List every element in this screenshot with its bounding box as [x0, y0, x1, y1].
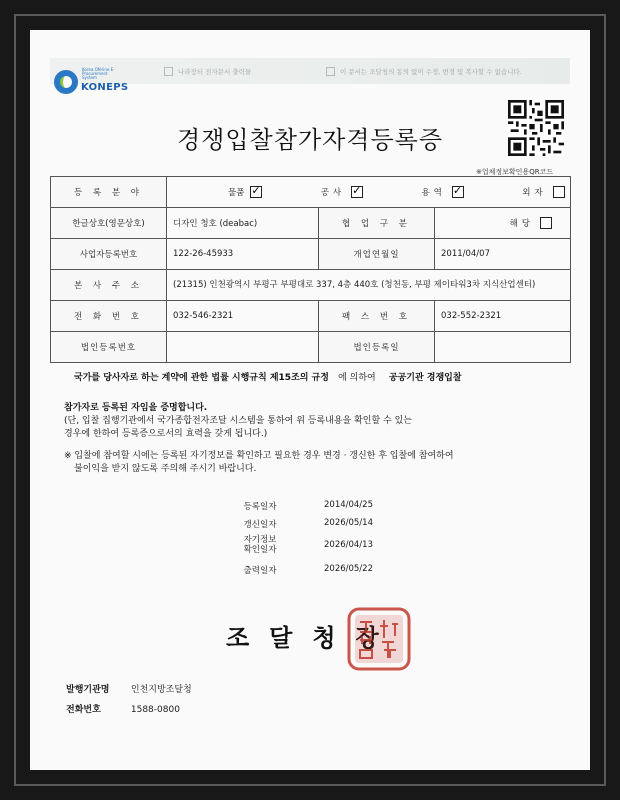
business-type-row — [51, 177, 571, 208]
date-printed-label: 출력일자 — [243, 566, 277, 576]
coop-cell — [435, 208, 571, 239]
date-renewed-label: 갱신일자 — [243, 520, 277, 530]
logo-subtext: Korea ON-line E-Procurement System — [82, 67, 115, 80]
coop-value: 해당 — [509, 218, 535, 229]
company-row — [51, 208, 571, 239]
statement-line-3: (단, 입찰 집행기관에서 국가종합전자조달 시스템을 통하여 위 등록내용을 확인할 수 있는 — [64, 416, 412, 426]
bizno-value: 122-26-45933 — [167, 239, 319, 270]
type-construction-label: 공사 — [320, 187, 346, 198]
issuing-agency: 조달청장 — [226, 624, 399, 652]
koneps-logo-icon — [54, 70, 78, 94]
open-date-label: 개업연월일 — [319, 239, 435, 270]
date-registered-value: 2014/04/25 — [324, 500, 373, 510]
statement-line-2: 참가자로 등록된 자임을 증명합니다. — [64, 403, 208, 413]
business-type-label: 등 록 분 야 — [51, 177, 167, 208]
statement-bidding: 공공기관 경쟁입찰 — [388, 373, 462, 383]
bizno-row — [51, 239, 571, 270]
corp-row — [51, 332, 571, 363]
company-value: 디자인 청호 (deabac) — [167, 208, 319, 239]
fax-value: 032-552-2321 — [435, 301, 571, 332]
coop-label: 협 업 구 분 — [319, 208, 435, 239]
date-renewed-value: 2026/05/14 — [324, 518, 373, 528]
issuer-phone-label: 전화번호 — [66, 705, 101, 715]
issuer-line — [66, 682, 192, 695]
issuer-phone-value: 1588-0800 — [130, 705, 180, 715]
page-title: 경쟁입찰참가자격등록증 — [176, 126, 444, 154]
corp-no-label: 법인등록번호 — [51, 332, 167, 363]
type-foreign-checkbox — [553, 186, 565, 198]
type-service — [374, 186, 464, 199]
phone-row — [51, 301, 571, 332]
type-construction-checkbox — [351, 186, 363, 198]
issuer-value: 인천지방조달청 — [130, 685, 192, 695]
official-seal — [346, 606, 412, 672]
logo-text: KONEPS — [81, 82, 129, 93]
type-service-checkbox — [452, 186, 464, 198]
notice-line-2: 불이익을 받지 않도록 주의해 주시기 바랍니다. — [74, 464, 257, 474]
statement-line-4: 경우에 한하여 등록증으로서의 효력을 갖게 됩니다.) — [64, 429, 268, 439]
notice-line-1: ※ 입찰에 참여할 시에는 등록된 자기정보를 확인하고 필요한 경우 변경 · 갱신한 후 입찰에 참여하여 — [64, 451, 454, 461]
corp-date-label: 법인등록일 — [319, 332, 435, 363]
type-goods-checkbox — [250, 186, 262, 198]
issuer-label: 발행기관명 — [66, 685, 110, 695]
type-construction — [273, 186, 363, 199]
open-date-value: 2011/04/07 — [435, 239, 571, 270]
address-value: (21315) 인천광역시 부평구 부평대로 337, 4층 440호 (청천동, 부평 제이타워3차 지식산업센터) — [167, 270, 571, 301]
type-goods — [172, 186, 262, 199]
fax-label: 팩 스 번 호 — [319, 301, 435, 332]
header-note-output: 나라장터 전자문서 출력물 — [178, 68, 252, 76]
corp-no-value — [167, 332, 319, 363]
type-foreign-label: 외자 — [522, 187, 547, 198]
type-service-label: 용역 — [421, 187, 446, 198]
printer-icon — [326, 67, 335, 76]
type-goods-label: 물품 — [227, 187, 245, 198]
statement-line-1 — [74, 372, 462, 385]
statement-by: 에 의하여 — [338, 373, 376, 383]
address-row — [51, 270, 571, 301]
registration-table — [50, 176, 571, 363]
address-label: 본 사 주 소 — [51, 270, 167, 301]
document-icon — [164, 67, 173, 76]
company-label: 한글상호(영문상호) — [51, 208, 167, 239]
date-printed-value: 2026/05/22 — [324, 564, 373, 574]
certificate-paper — [30, 30, 590, 770]
phone-label: 전 화 번 호 — [51, 301, 167, 332]
date-confirmed-label: 자기정보 확인일자 — [243, 535, 277, 555]
coop-checkbox — [540, 217, 552, 229]
bizno-label: 사업자등록번호 — [51, 239, 167, 270]
phone-value: 032-546-2321 — [167, 301, 319, 332]
type-foreign — [475, 186, 565, 199]
date-confirmed-value: 2026/04/13 — [324, 540, 373, 550]
corp-date-value — [435, 332, 571, 363]
issuer-phone-line — [66, 702, 180, 715]
koneps-logo — [54, 66, 129, 100]
business-type-options — [167, 177, 571, 208]
header-note-copy-warning: 이 문서는 조달청의 동의 없이 수정, 변경 및 복사할 수 없습니다. — [340, 68, 522, 76]
date-registered-label: 등록일자 — [243, 502, 277, 512]
statement-law: 국가를 당사자로 하는 계약에 관한 법률 시행규칙 제15조의 규정 — [74, 373, 329, 383]
qr-note: ※업체정보확인용QR코드 — [476, 168, 554, 176]
